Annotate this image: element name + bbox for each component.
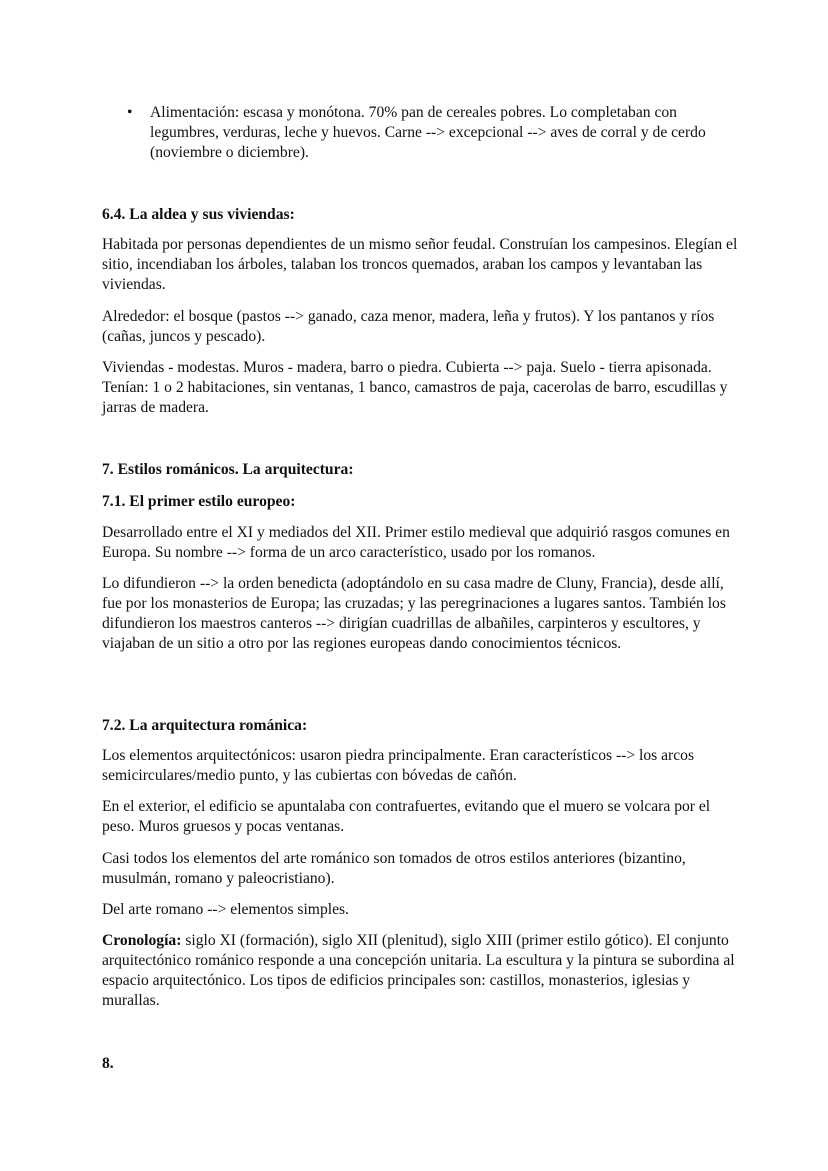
paragraph: Casi todos los elementos del arte románico son tomados de otros estilos anteriores (bizantino, musulmán, romano y paleocristiano). (102, 850, 686, 887)
chronology-paragraph (102, 931, 742, 1011)
section-heading-6-4: 6.4. La aldea y sus viviendas: (102, 206, 295, 223)
paragraph: Alrededor: el bosque (pastos --> ganado, caza menor, madera, leña y frutos). Y los pantanos y ríos (cañas, juncos y pescado). (102, 308, 715, 345)
chronology-text: siglo XI (formación), siglo XII (plenitud), siglo XIII (primer estilo gótico). El conjunto arquitectónico románico responde a una concepción unitaria. La escultura y la pintura se subordina al espacio arquitectónico. Los tipos de edificios principales son: castillos, monasterios, iglesias y murallas. (102, 932, 735, 1009)
paragraph: Desarrollado entre el XI y mediados del XII. Primer estilo medieval que adquirió rasgos comunes en Europa. Su nombre --> forma de un arco característico, usado por los romanos. (102, 524, 730, 561)
section-heading-8: 8. (102, 1055, 114, 1072)
paragraph: Habitada por personas dependientes de un mismo señor feudal. Construían los campesinos. Elegían el sitio, incendiaban los árboles, talaban los troncos quemados, araban los campos y levantaban las viviendas. (102, 236, 738, 293)
section-heading-7: 7. Estilos románicos. La arquitectura: (102, 461, 354, 478)
bullet-icon: • (127, 104, 133, 121)
paragraph: Del arte romano --> elementos simples. (102, 901, 349, 918)
bullet-list (102, 103, 742, 163)
chronology-label: Cronología: (102, 932, 182, 949)
paragraph: Lo difundieron --> la orden benedicta (adoptándolo en su casa madre de Cluny, Francia), desde allí, fue por los monasterios de Europa; las cruzadas; y las peregrinaciones a lugares santos. También los difundieron los maestros canteros --> dirigían cuadrillas de albañiles, carpinteros y escultores, y viajaban de un sitio a otro por las regiones europeas dando conocimientos técnicos. (102, 575, 726, 652)
section-subheading-7-1: 7.1. El primer estilo europeo: (102, 493, 296, 510)
bullet-text: Alimentación: escasa y monótona. 70% pan de cereales pobres. Lo completaban con legumbres, verduras, leche y huevos. Carne --> excepcional --> aves de corral y de cerdo (noviembre o diciembre). (150, 104, 706, 161)
paragraph: Los elementos arquitectónicos: usaron piedra principalmente. Eran característicos --> los arcos semicirculares/medio punto, y las cubiertas con bóvedas de cañón. (102, 747, 695, 784)
list-item (102, 103, 742, 163)
paragraph: Viviendas - modestas. Muros - madera, barro o piedra. Cubierta --> paja. Suelo - tierra apisonada. Tenían: 1 o 2 habitaciones, sin ventanas, 1 banco, camastros de paja, cacerolas de barro, escudillas y jarras de madera. (102, 359, 728, 416)
section-heading-7-2: 7.2. La arquitectura románica: (102, 717, 308, 734)
paragraph: En el exterior, el edificio se apuntalaba con contrafuertes, evitando que el muero se volcara por el peso. Muros gruesos y pocas ventanas. (102, 798, 711, 835)
